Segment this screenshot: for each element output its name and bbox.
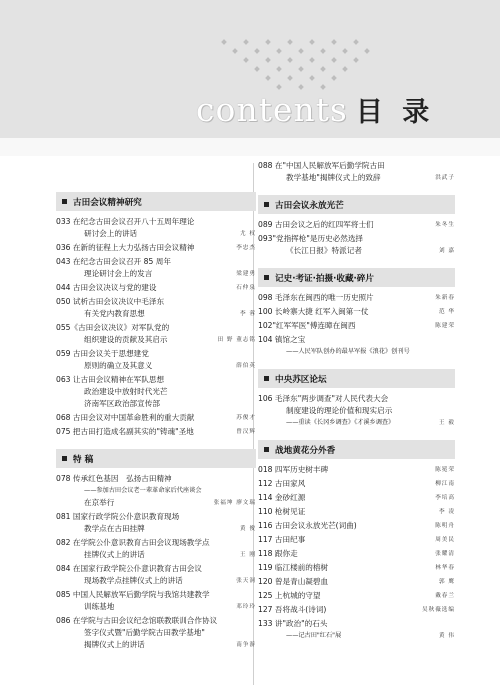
entry-title: 078 传承红色基因 弘扬古田精神	[56, 474, 172, 483]
entry-title-continued: 制度建设的理论价值和现实启示	[286, 406, 393, 415]
entry-author: 张耀清	[435, 551, 455, 557]
entry-title: 098 毛泽东在闽西的唯一历史照片	[258, 293, 374, 302]
section-header	[258, 440, 455, 459]
entry-title: 086 在学院与古田会议纪念馆联教联训合作协议	[56, 616, 218, 625]
toc-entry[interactable]	[56, 589, 256, 613]
section-title: 记史·考证·拍摄·收藏·碎片	[275, 273, 374, 284]
entry-title: 119 临江楼前的榕树	[258, 563, 329, 572]
diamond-shape	[276, 84, 282, 90]
entry-title-continued: 研讨会上的讲话	[84, 229, 138, 238]
entry-author: 周美民	[435, 537, 455, 543]
entry-author: 苏俊才	[236, 415, 256, 421]
toc-entry[interactable]	[258, 604, 455, 616]
diamond-shape	[298, 48, 304, 54]
entry-title: 116 古田会议永放光芒(词曲)	[258, 521, 357, 530]
diamond-shape	[353, 39, 359, 45]
title-chinese: 目 录	[355, 97, 435, 128]
square-bullet-icon	[264, 275, 269, 280]
entry-title-continued: 《长江日报》特派记者	[286, 246, 362, 255]
toc-entry[interactable]	[258, 219, 455, 231]
diamond-shape	[298, 66, 304, 72]
toc-entry[interactable]	[56, 537, 256, 561]
diamond-shape	[232, 48, 238, 54]
toc-entry[interactable]	[258, 576, 455, 588]
section-header	[258, 268, 455, 287]
diamond-shape	[353, 57, 359, 63]
entry-list	[258, 393, 455, 431]
toc-entry[interactable]	[258, 160, 455, 184]
entry-title-continued: 原则的确立及其意义	[84, 361, 153, 370]
toc-entry[interactable]	[56, 511, 256, 535]
square-bullet-icon	[62, 199, 67, 204]
section-title: 特 稿	[73, 454, 94, 465]
toc-entry[interactable]	[258, 520, 455, 532]
entry-author: 张福坤 廖文瑞	[213, 500, 256, 506]
section-title: 战地黄花分外香	[275, 445, 336, 456]
entry-title: 117 古田纪事	[258, 535, 306, 544]
entry-author: 薛伯英	[236, 363, 256, 369]
toc-entry[interactable]	[258, 464, 455, 476]
diamond-shape	[287, 75, 293, 81]
entry-title-continued: 训练基地	[84, 602, 115, 611]
section-title: 古田会议精神研究	[73, 197, 142, 208]
entry-author: 洪武子	[435, 175, 455, 181]
toc-entry[interactable]	[56, 216, 256, 240]
toc-entry[interactable]	[56, 256, 256, 280]
section-title: 古田会议永放光芒	[275, 200, 344, 211]
entry-title: 018 四军历史树丰碑	[258, 465, 329, 474]
entry-title: 085 中国人民解放军后勤学院与我馆共建教学	[56, 590, 210, 599]
toc-entry[interactable]	[258, 506, 455, 518]
entry-title: 044 古田会议决议与党的建设	[56, 283, 157, 292]
toc-entry[interactable]	[258, 334, 455, 358]
entry-title: 093"党指挥枪"是历史必然选择	[258, 234, 364, 243]
square-bullet-icon	[264, 447, 269, 452]
entry-title: 063 让古田会议精神在军队思想	[56, 375, 165, 384]
entry-author: 南争游	[236, 642, 256, 648]
diamond-shape	[309, 57, 315, 63]
entry-title: 068 古田会议对中国革命胜利的重大贡献	[56, 413, 195, 422]
section-header	[56, 449, 256, 468]
entry-title-continued: 有关党内教育思想	[84, 309, 145, 318]
entry-author: 李忠杰	[236, 245, 256, 251]
entry-title-continued: 现场教学点挂牌仪式上的讲话	[84, 576, 183, 585]
diamond-shape	[287, 39, 293, 45]
toc-entry[interactable]	[56, 412, 256, 424]
entry-title: 102"红军军医"傅连暲在闽西	[258, 321, 356, 330]
entry-title: 100 长岭寨大捷 红军入闽第一仗	[258, 307, 369, 316]
toc-entry[interactable]	[258, 590, 455, 602]
entry-title-continued: 教学基地"揭牌仪式上的致辞	[286, 173, 381, 182]
entry-author: 郭 鹰	[439, 579, 455, 585]
entry-title-continued: ——人民军队创办的最早军报《浪花》创刊号	[286, 348, 410, 355]
entry-title: 127 吾将战斗(诗词)	[258, 605, 327, 614]
entry-title: 114 金砂红源	[258, 493, 306, 502]
entry-author: 李培高	[435, 495, 455, 501]
toc-entry[interactable]	[258, 548, 455, 560]
entry-author: 朱新春	[435, 295, 455, 301]
entry-list	[258, 160, 455, 186]
diamond-shape	[309, 75, 315, 81]
entry-title-continued: 签字仪式暨"后勤学院古田教学基地"	[84, 628, 205, 637]
entry-author: 柳江南	[435, 481, 455, 487]
header-banner	[0, 0, 500, 156]
diamond-shape	[320, 66, 326, 72]
toc-entry[interactable]	[258, 233, 455, 257]
toc-entry[interactable]	[56, 322, 256, 346]
diamond-shape	[331, 75, 337, 81]
diamond-shape	[243, 39, 249, 45]
left-column	[56, 166, 256, 653]
title-english: contents	[196, 90, 348, 129]
entry-title: 112 古田家风	[258, 479, 306, 488]
diamond-shape	[331, 57, 337, 63]
toc-entry[interactable]	[258, 618, 455, 642]
toc-entry[interactable]	[258, 534, 455, 546]
entry-author: 戴春兰	[435, 593, 455, 599]
entry-author: 王 毅	[439, 420, 455, 426]
diamond-shape	[342, 66, 348, 72]
toc-entry[interactable]	[258, 393, 455, 429]
entry-title-continued: 理论研讨会上的发言	[84, 269, 153, 278]
diamond-shape	[254, 66, 260, 72]
page-title	[196, 90, 434, 129]
toc-entry[interactable]	[56, 348, 256, 372]
diamond-shape	[265, 39, 271, 45]
entry-author: 邓玲玲	[236, 604, 256, 610]
section-header	[258, 195, 455, 214]
entry-author: 石仲泉	[236, 285, 256, 291]
entry-author: 曾汉辉	[236, 429, 256, 435]
entry-title-continued: 挂牌仪式上的讲话	[84, 550, 145, 559]
entry-title: 036 在新的征程上大力弘扬古田会议精神	[56, 243, 195, 252]
entry-title: 089 古田会议之后的红四军将士们	[258, 220, 374, 229]
entry-title-continued: 在京举行	[84, 498, 115, 507]
entry-list	[258, 219, 455, 259]
entry-title: 081 国家行政学院公仆意识教育现场	[56, 512, 180, 521]
entry-title-continued: ——记古田"红石"展	[286, 632, 342, 639]
diamond-shape	[342, 48, 348, 54]
toc-entry[interactable]	[258, 292, 455, 304]
square-bullet-icon	[264, 376, 269, 381]
entry-title-continued: 揭牌仪式上的讲话	[84, 640, 145, 649]
entry-author: 王 刚	[240, 552, 256, 558]
entry-author: 林华春	[435, 565, 455, 571]
entry-title: 118 跟你走	[258, 549, 298, 558]
toc-entry[interactable]	[56, 296, 256, 320]
entry-author: 黄 伟	[439, 633, 455, 639]
toc-entry[interactable]	[56, 374, 256, 410]
square-bullet-icon	[62, 456, 67, 461]
toc-entry[interactable]	[56, 242, 256, 254]
entry-author: 田 野 董志铭	[217, 337, 256, 343]
entry-author: 刘 嘉	[439, 248, 455, 254]
entry-list	[258, 292, 455, 360]
entry-list	[56, 216, 256, 440]
entry-author: 李 蓉	[240, 311, 256, 317]
diamond-shape	[254, 48, 260, 54]
diamond-shape	[265, 57, 271, 63]
header-white-strip	[0, 138, 500, 156]
toc-entry[interactable]	[258, 562, 455, 574]
entry-author: 范 华	[439, 309, 455, 315]
entry-title: 110 枪树见证	[258, 507, 306, 516]
diamond-shape	[287, 57, 293, 63]
entry-title-continued: ——参加古田会议老一辈革命家后代座谈会	[84, 487, 202, 494]
toc-entry[interactable]	[56, 615, 256, 651]
entry-title: 120 曾是青山凝碧血	[258, 577, 329, 586]
entry-title: 088 在"中国人民解放军后勤学院古田	[258, 161, 385, 170]
diamond-shape	[221, 39, 227, 45]
entry-title: 033 在纪念古田会议召开八十五周年理论	[56, 217, 195, 226]
entry-author: 陈冕荣	[435, 467, 455, 473]
entry-list	[258, 464, 455, 644]
entry-title: 106 毛泽东"两步调查"对人民代表大会	[258, 394, 389, 403]
diamond-shape	[331, 39, 337, 45]
entry-author: 陈建荣	[435, 323, 455, 329]
toc-entry[interactable]	[258, 320, 455, 332]
toc-entry[interactable]	[56, 473, 256, 509]
diamond-shape	[320, 84, 326, 90]
square-bullet-icon	[264, 202, 269, 207]
entry-title-continued: 政治建设中放射时代光芒	[84, 387, 168, 396]
toc-entry[interactable]	[258, 306, 455, 318]
diamond-shape	[298, 84, 304, 90]
entry-title: 084 在国家行政学院公仆意识教育古田会议	[56, 564, 202, 573]
entry-list	[56, 473, 256, 653]
entry-author: 陈明舟	[435, 523, 455, 529]
entry-title-continued: 组织建设的贡献及其启示	[84, 335, 168, 344]
entry-title: 125 上杭城的守望	[258, 591, 321, 600]
toc-entry[interactable]	[56, 563, 256, 587]
entry-title: 104 镇馆之宝	[258, 335, 306, 344]
toc-entry[interactable]	[258, 478, 455, 490]
right-column	[258, 160, 455, 644]
entry-title: 082 在学院公仆意识教育古田会议现场教学点	[56, 538, 210, 547]
diamond-shape	[276, 48, 282, 54]
toc-entry[interactable]	[56, 282, 256, 294]
diamond-shape	[265, 75, 271, 81]
entry-author: 尤 权	[240, 231, 256, 237]
diamond-shape	[276, 66, 282, 72]
entry-title: 043 在纪念古田会议召开 85 周年	[56, 257, 171, 266]
entry-title-continued: ——重读《长冈乡调查》《才溪乡调查》	[286, 419, 395, 426]
toc-entry[interactable]	[258, 492, 455, 504]
entry-title: 075 把古田打造成名副其实的"铸魂"圣地	[56, 427, 194, 436]
entry-author: 黄 俊	[240, 526, 256, 532]
entry-title: 059 古田会议关于思想建党	[56, 349, 149, 358]
entry-title: 055《古田会议决议》对军队党的	[56, 323, 170, 332]
entry-title-continued: 教学点在古田挂牌	[84, 524, 145, 533]
diamond-shape	[320, 48, 326, 54]
entry-author: 李 凌	[439, 509, 455, 515]
toc-entry[interactable]	[56, 426, 256, 438]
entry-author: 梁建勇	[236, 271, 256, 277]
section-header	[258, 369, 455, 388]
section-title: 中央苏区论坛	[275, 374, 327, 385]
entry-title: 133 讲"政治"的石头	[258, 619, 328, 628]
diamond-shape	[243, 57, 249, 63]
diamond-shape	[364, 48, 370, 54]
entry-title: 050 试析古田会议决议中毛泽东	[56, 297, 165, 306]
entry-author: 朱冬生	[435, 222, 455, 228]
entry-title-continued: 济南军区政治部宣传部	[84, 399, 160, 408]
diamond-shape	[309, 39, 315, 45]
entry-author: 张天洞	[236, 578, 256, 584]
entry-author: 吴秋薇选编	[422, 607, 455, 613]
section-header	[56, 192, 256, 211]
